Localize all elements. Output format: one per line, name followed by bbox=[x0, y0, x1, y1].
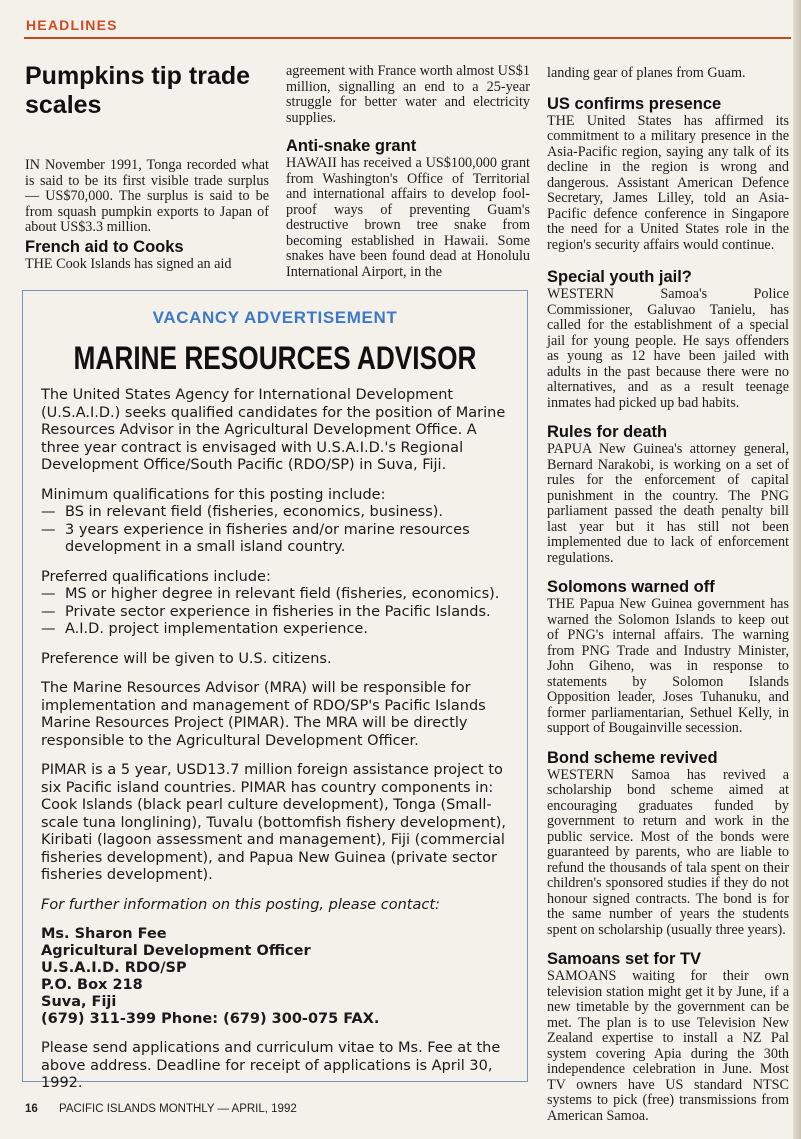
article-youth-jail-heading: Special youth jail? bbox=[547, 268, 692, 286]
contact-title: Agricultural Development Officer bbox=[41, 943, 311, 959]
ad-pimar-description: PIMAR is a 5 year, USD13.7 million foreign assistance project to six Pacific island countries. PIMAR has country components in: Cook Islands (black pearl culture development), Tonga (Small-scale tuna longlining), Tuvalu (bottomfish fishery development), Kiribati (lagoon assessment and management), Fiji (commercial fisheries development), and Papua New Guinea (private sector fisheries development). bbox=[41, 762, 506, 883]
contact-city: Suva, Fiji bbox=[41, 994, 117, 1010]
article-youth-jail-body: WESTERN Samoa's Police Commissioner, Galuvao Tanielu, has called for the establishment of a special jail for young people. He says offenders as young as 12 have been jailed with adults in the past because there were no alternatives, and as a result teenage inmates had picked up bad habits. bbox=[547, 286, 789, 411]
article-bond-scheme-body: WESTERN Samoa has revived a scholarship bond scheme aimed at encouraging graduates funded by government to return and work in the public service. Most of the bonds were guaranteed by parents, who are liable to refund the thousands of tala spent on their children's sponsored studies if they do not honour signed contracts. The bond is for the same number of years the students spent on scholarship (usually three years). bbox=[547, 766, 789, 938]
page-edge bbox=[793, 0, 801, 1139]
article-anti-snake-heading: Anti-snake grant bbox=[286, 137, 417, 155]
ad-minimum-qualifications bbox=[41, 487, 519, 557]
list-item: — A.I.D. project implementation experience. bbox=[41, 621, 368, 637]
article-anti-snake-continued: landing gear of planes from Guam. bbox=[547, 65, 746, 81]
article-french-aid-heading: French aid to Cooks bbox=[25, 237, 184, 256]
column-1 bbox=[25, 62, 269, 272]
vacancy-advertisement bbox=[22, 290, 528, 1091]
article-french-aid-continued: agreement with France worth almost US$1 million, signalling an end to a 25-year struggle for better water and electricity supplies. bbox=[286, 63, 530, 126]
list-item: — BS in relevant field (fisheries, economics, business). bbox=[41, 504, 444, 520]
ad-body bbox=[41, 387, 519, 1105]
article-anti-snake-body: HAWAII has received a US$100,000 grant from Washington's Office of Territorial and international affairs to develop fool-proof ways of preventing Guam's destructive brown tree snake from becoming established in Hawaii. Some snakes have been found dead at Honolulu International Airport, in the bbox=[286, 155, 530, 280]
ad-mra-description: The Marine Resources Advisor (MRA) will be responsible for implementation and management of RDO/SP's Pacific Islands Marine Resources Project (PIMAR). The MRA will be directly responsible to the Agricultural Development Officer. bbox=[41, 680, 486, 749]
article-bond-scheme-heading: Bond scheme revived bbox=[547, 748, 718, 767]
ad-preferred-qualifications bbox=[41, 569, 519, 639]
list-item: — MS or higher degree in relevant field (fisheries, economics). bbox=[41, 586, 500, 602]
ad-preference-note: Preference will be given to U.S. citizens. bbox=[41, 650, 332, 667]
publication-line: PACIFIC ISLANDS MONTHLY — APRIL, 1992 bbox=[59, 1103, 297, 1115]
article-french-aid-body: THE Cook Islands has signed an aid bbox=[25, 255, 232, 272]
contact-phone-fax: (679) 311-399 Phone: (679) 300-075 FAX. bbox=[41, 1011, 380, 1027]
ad-intro: The United States Agency for International Development (U.S.A.I.D.) seeks qualified candidates for the position of Marine Resources Advisor in the Agricultural Development Office. A three year contract is envisaged with U.S.A.I.D.'s Regional Development Office/South Pacific (RDO/SP) in Suva, Fiji. bbox=[41, 387, 506, 473]
ad-kicker: VACANCY ADVERTISEMENT bbox=[152, 308, 398, 327]
column-3 bbox=[547, 66, 789, 1124]
page-footer bbox=[25, 1103, 297, 1115]
list-item: — 3 years experience in fisheries and/or marine resources development in a small island country. bbox=[41, 521, 470, 555]
contact-po-box: P.O. Box 218 bbox=[41, 977, 143, 993]
contact-name: Ms. Sharon Fee bbox=[41, 926, 167, 942]
section-label: HEADLINES bbox=[26, 17, 118, 33]
article-us-presence-body: THE United States has affirmed its commitment to a military presence in the Asia-Pacific region, saying any talk of its decline in the region is wrong and dangerous. Assistant American Defence Secretary, James Lilley, told an Asia-Pacific defence conference in Singapore the need for a United States role in the region's security affairs would continue. bbox=[547, 112, 789, 253]
article-pumpkins-body: IN November 1991, Tonga recorded what is said to be its first visible trade surplus — US$70,000. The surplus is said to be from squash pumpkin exports to Japan of about US$3.3 million. bbox=[25, 157, 269, 235]
header-rule bbox=[24, 37, 791, 39]
article-rules-death-heading: Rules for death bbox=[547, 423, 668, 441]
article-samoa-tv-heading: Samoans set for TV bbox=[547, 950, 702, 968]
article-solomons-body: THE Papua New Guinea government has warned the Solomon Islands to keep out of PNG's internal affairs. The warning from PNG Trade and Industry Minister, John Giheno, was in response to statements by Solomon Islands Opposition leader, Joses Tuhanuku, and former parliamentarian, Sethuel Kelly, in support of Bougainville secession. bbox=[547, 596, 789, 736]
ad-title: MARINE RESOURCES ADVISOR bbox=[73, 340, 477, 376]
ad-contact-intro: For further information on this posting, please contact: bbox=[41, 896, 440, 913]
list-item: — Private sector experience in fisheries in the Pacific Islands. bbox=[41, 603, 491, 620]
ad-contact-block bbox=[41, 926, 519, 1028]
page-number: 16 bbox=[25, 1103, 38, 1115]
article-us-presence-heading: US confirms presence bbox=[547, 94, 722, 113]
contact-office: U.S.A.I.D. RDO/SP bbox=[41, 960, 187, 976]
ad-preferred-heading: Preferred qualifications include: bbox=[41, 568, 271, 585]
main-headline: Pumpkins tip trade scales bbox=[25, 62, 251, 119]
ad-minimum-heading: Minimum qualifications for this posting include: bbox=[41, 486, 386, 503]
article-solomons-heading: Solomons warned off bbox=[547, 578, 715, 596]
article-rules-death-body: PAPUA New Guinea's attorney general, Bernard Narakobi, is working on a set of rules for the enforcement of capital punishment in the country. The PNG parliament passed the death penalty bill last year but it has still not been implemented due to lack of enforcement regulations. bbox=[547, 441, 789, 566]
column-2 bbox=[286, 64, 530, 280]
article-samoa-tv-body: SAMOANS waiting for their own television station might get it by June, if a new timetable by the government can be met. The plan is to use Television New Zealand expertise to install a NZ Pal system covering Apia during the 30th independence celebration in June. Most TV owners have US standard NTSC systems to pick (free) transmissions from American Samoa. bbox=[547, 968, 789, 1124]
ad-closing: Please send applications and curriculum vitae to Ms. Fee at the above address. Deadline for receipt of applications is April 30, 1992. bbox=[41, 1040, 501, 1091]
